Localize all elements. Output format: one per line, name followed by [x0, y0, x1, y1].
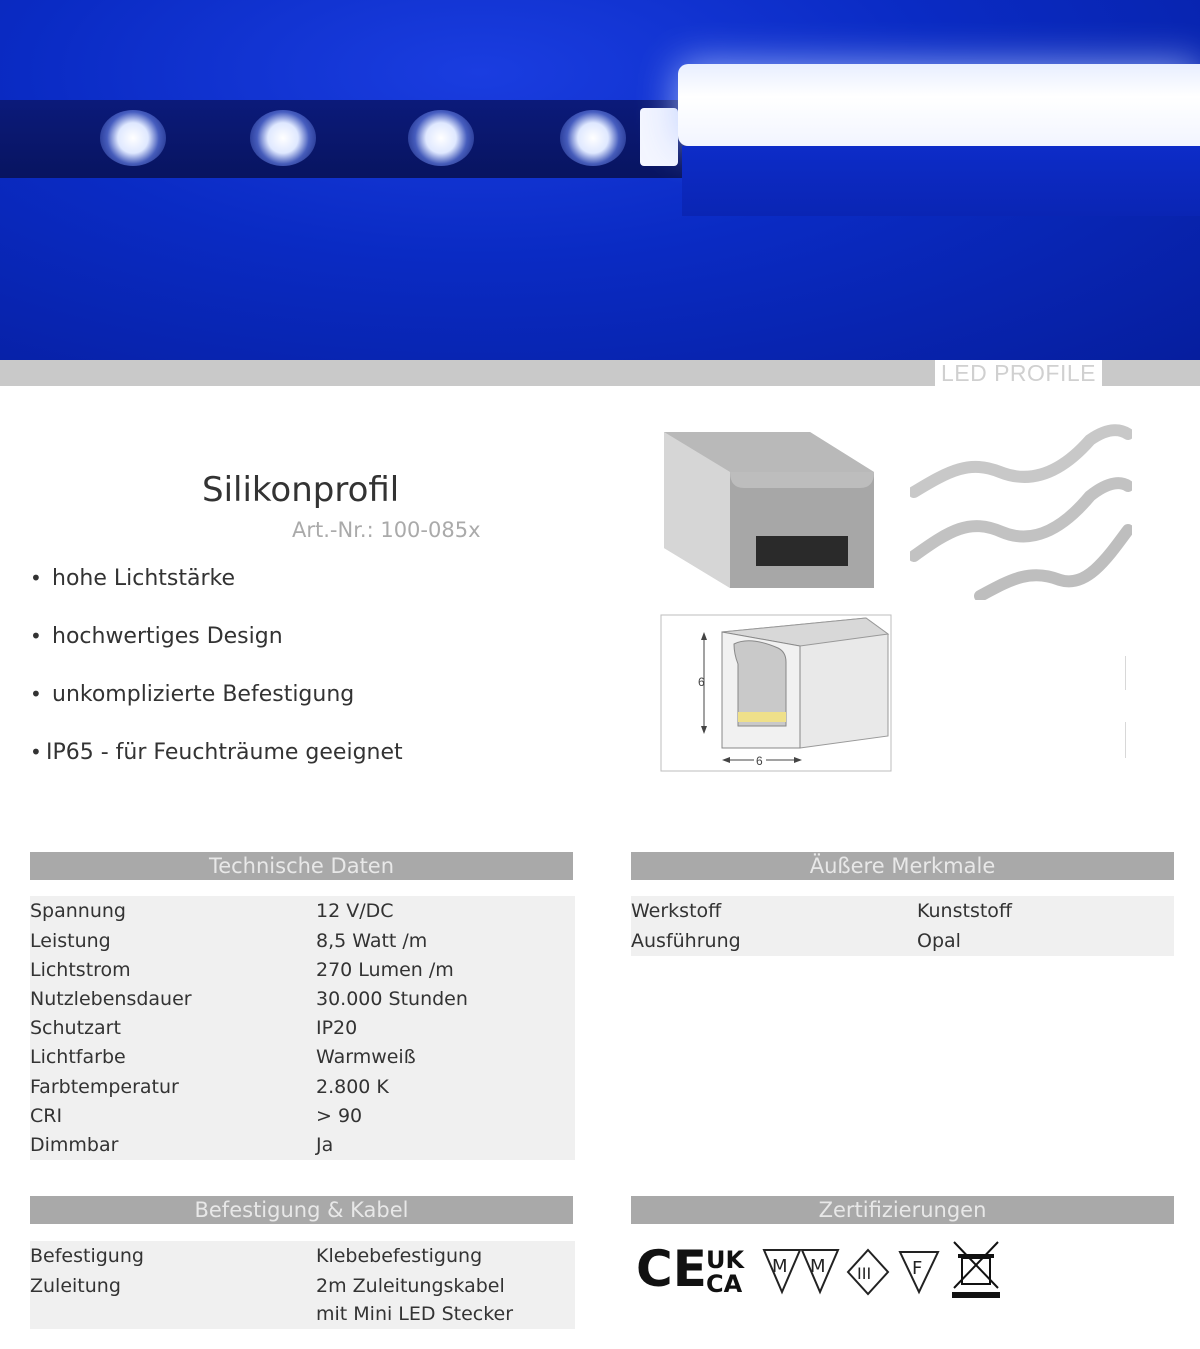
row-value: 30.000 Stunden	[316, 988, 468, 1010]
flexible-profile-image	[910, 420, 1132, 600]
row-value: Klebebefestigung	[316, 1245, 483, 1267]
product-title: Silikonprofil	[202, 470, 400, 510]
feature-text: IP65 - für Feuchträume geeignet	[46, 740, 403, 765]
certification-marks	[636, 1236, 1016, 1300]
f-label: F	[912, 1258, 923, 1279]
aeussere-merkmale-header: Äußere Merkmale	[631, 852, 1174, 880]
height-dimension-label: 6	[698, 675, 705, 689]
silicone-profile-glow	[678, 64, 1200, 146]
table-row	[30, 896, 575, 926]
table-row	[30, 1130, 575, 1160]
table-row	[30, 1042, 575, 1072]
divider	[1125, 656, 1126, 690]
feature-item	[30, 624, 403, 682]
row-key: Ausführung	[631, 930, 741, 952]
category-label: LED PROFILE	[935, 360, 1102, 386]
feature-text: unkomplizierte Befestigung	[52, 682, 355, 707]
row-key: Lichtfarbe	[30, 1046, 126, 1068]
row-key: Dimmbar	[30, 1134, 119, 1156]
technische-daten-table	[30, 896, 575, 1160]
table-row	[30, 956, 575, 984]
hero-image	[0, 0, 1200, 360]
width-dimension-label: 6	[756, 754, 763, 768]
row-key: Farbtemperatur	[30, 1076, 179, 1098]
zertifizierungen-header: Zertifizierungen	[631, 1196, 1174, 1224]
row-value: > 90	[316, 1105, 363, 1127]
silicone-profile-body	[682, 146, 1200, 216]
bullet-icon: •	[30, 682, 42, 706]
table-row	[631, 896, 1174, 926]
table-row	[30, 984, 575, 1014]
row-key: Spannung	[30, 900, 126, 922]
table-row	[30, 926, 575, 956]
row-key: Schutzart	[30, 1017, 121, 1039]
row-value-line: 2m Zuleitungskabel	[316, 1275, 505, 1297]
row-key: Lichtstrom	[30, 959, 131, 981]
ce-letter-c: CE	[636, 1240, 707, 1298]
table-row	[30, 1072, 575, 1102]
led-light	[408, 110, 474, 166]
row-value-line: mit Mini LED Stecker	[316, 1303, 514, 1325]
f-mark-icon	[900, 1252, 938, 1292]
befestigung-table	[30, 1241, 575, 1329]
row-value: 8,5 Watt /m	[316, 930, 428, 952]
row-value: Kunststoff	[917, 900, 1013, 922]
table-row	[30, 1102, 575, 1130]
led-light	[100, 110, 166, 166]
row-value	[316, 1275, 575, 1325]
uk-label: UK	[706, 1246, 745, 1274]
row-value: Opal	[917, 930, 961, 952]
divider	[1125, 722, 1126, 758]
feature-text: hochwertiges Design	[52, 624, 283, 649]
row-value: Ja	[316, 1134, 334, 1156]
aeussere-merkmale-table	[631, 896, 1174, 956]
row-key: Leistung	[30, 930, 111, 952]
profile-endcap	[640, 108, 678, 166]
row-key: CRI	[30, 1105, 63, 1127]
row-value: IP20	[316, 1017, 358, 1039]
table-row	[30, 1014, 575, 1042]
table-row	[631, 926, 1174, 956]
row-value: 12 V/DC	[316, 900, 394, 922]
profile-3d-image	[660, 428, 880, 596]
technische-daten-header: Technische Daten	[30, 852, 573, 880]
led-light	[560, 110, 626, 166]
row-key: Zuleitung	[30, 1275, 121, 1297]
table-row	[30, 1271, 575, 1329]
ce-mark-icon	[636, 1240, 707, 1298]
table-row	[30, 1241, 575, 1271]
weee-bin-icon	[952, 1242, 1000, 1298]
row-value: Warmweiß	[316, 1046, 416, 1068]
row-key: Befestigung	[30, 1245, 144, 1267]
bullet-icon: •	[30, 624, 42, 648]
befestigung-header: Befestigung & Kabel	[30, 1196, 573, 1224]
protection-class-iii-icon	[848, 1250, 888, 1294]
row-key: Werkstoff	[631, 900, 722, 922]
bullet-icon: •	[30, 740, 42, 764]
feature-item	[30, 682, 403, 740]
feature-item	[30, 740, 403, 798]
ca-label: CA	[706, 1270, 743, 1298]
row-value: 2.800 K	[316, 1076, 389, 1098]
row-value: 270 Lumen /m	[316, 959, 454, 981]
dimension-drawing	[660, 614, 892, 772]
mm-mark-icon	[764, 1250, 838, 1292]
feature-item	[30, 566, 403, 624]
feature-list	[30, 566, 403, 798]
ukca-mark-icon	[706, 1246, 745, 1298]
m-label: M	[810, 1256, 826, 1277]
led-light	[250, 110, 316, 166]
article-number: Art.-Nr.: 100-085x	[292, 518, 481, 542]
feature-text: hohe Lichtstärke	[52, 566, 236, 591]
m-label: M	[772, 1256, 788, 1277]
bullet-icon: •	[30, 566, 42, 590]
iii-label: III	[857, 1264, 872, 1283]
row-key: Nutzlebensdauer	[30, 988, 192, 1010]
